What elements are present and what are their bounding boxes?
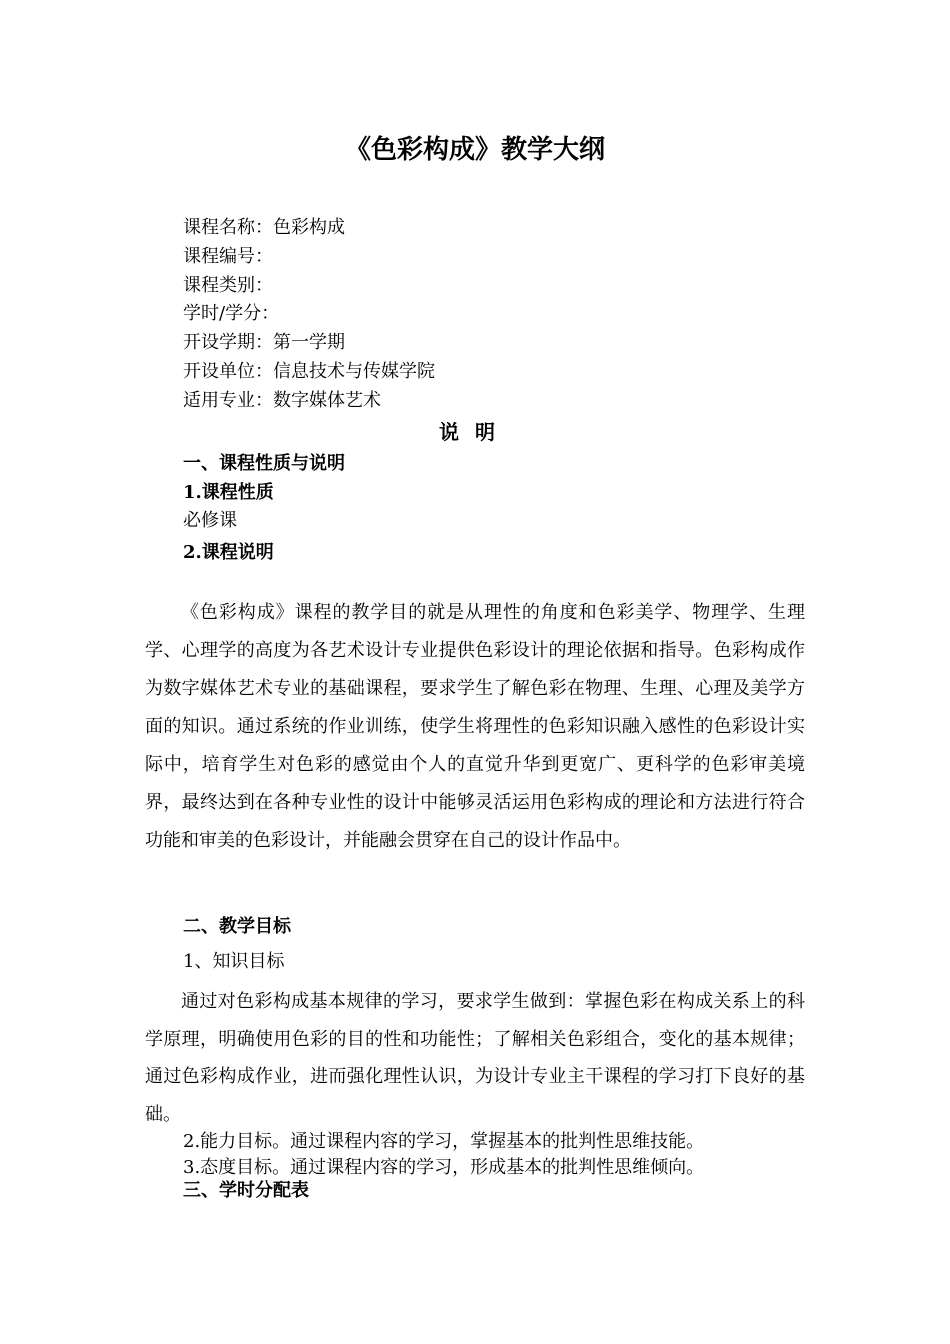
course-major: 适用专业：数字媒体艺术 (183, 389, 381, 411)
knowledge-goal-paragraph: 通过对色彩构成基本规律的学习，要求学生做到：掌握色彩在构成关系上的科学原理，明确使用色彩的目的性和功能性；了解相关色彩组合，变化的基本规律；通过色彩构成作业，进而强化理性认识，为设计专业主干课程的学习打下良好的基础。 (145, 991, 805, 1125)
knowledge-goal-heading: 1、知识目标 (183, 951, 285, 972)
section-title: 说明 (439, 420, 511, 444)
course-info-block (183, 214, 435, 416)
part3-heading: 三、学时分配表 (183, 1180, 309, 1201)
ability-goal: 2.能力目标。通过课程内容的学习，掌握基本的批判性思维技能。 (183, 1131, 705, 1152)
course-hours-credits: 学时/学分： (183, 303, 280, 325)
course-name: 课程名称：色彩构成 (183, 217, 345, 238)
course-semester: 开设学期：第一学期 (183, 332, 345, 354)
part2-heading: 二、教学目标 (183, 916, 291, 937)
attitude-goal: 3.态度目标。通过课程内容的学习，形成基本的批判性思维倾向。 (183, 1157, 705, 1178)
course-description-heading: 2.课程说明 (183, 542, 274, 563)
course-nature-text: 必修课 (183, 510, 237, 531)
part1-heading: 一、课程性质与说明 (183, 453, 345, 474)
course-nature-heading: 1.课程性质 (183, 482, 274, 503)
course-department: 开设单位：信息技术与传媒学院 (183, 360, 435, 382)
course-description-paragraph: 《色彩构成》课程的教学目的就是从理性的角度和色彩美学、物理学、生理学、心理学的高度为各艺术设计专业提供色彩设计的理论依据和指导。色彩构成作为数字媒体艺术专业的基础课程，要求学生了解色彩在物理、生理、心理及美学方面的知识。通过系统的作业训练，使学生将理性的色彩知识融入感性的色彩设计实际中，培育学生对色彩的感觉由个人的直觉升华到更宽广、更科学的色彩审美境界，最终达到在各种专业性的设计中能够灵活运用色彩构成的理论和方法进行符合功能和审美的色彩设计，并能融会贯穿在自己的设计作品中。 (145, 602, 805, 851)
course-category: 课程类别： (183, 274, 273, 296)
document-title: 《色彩构成》教学大纲 (344, 135, 605, 165)
course-code: 课程编号： (183, 245, 273, 267)
